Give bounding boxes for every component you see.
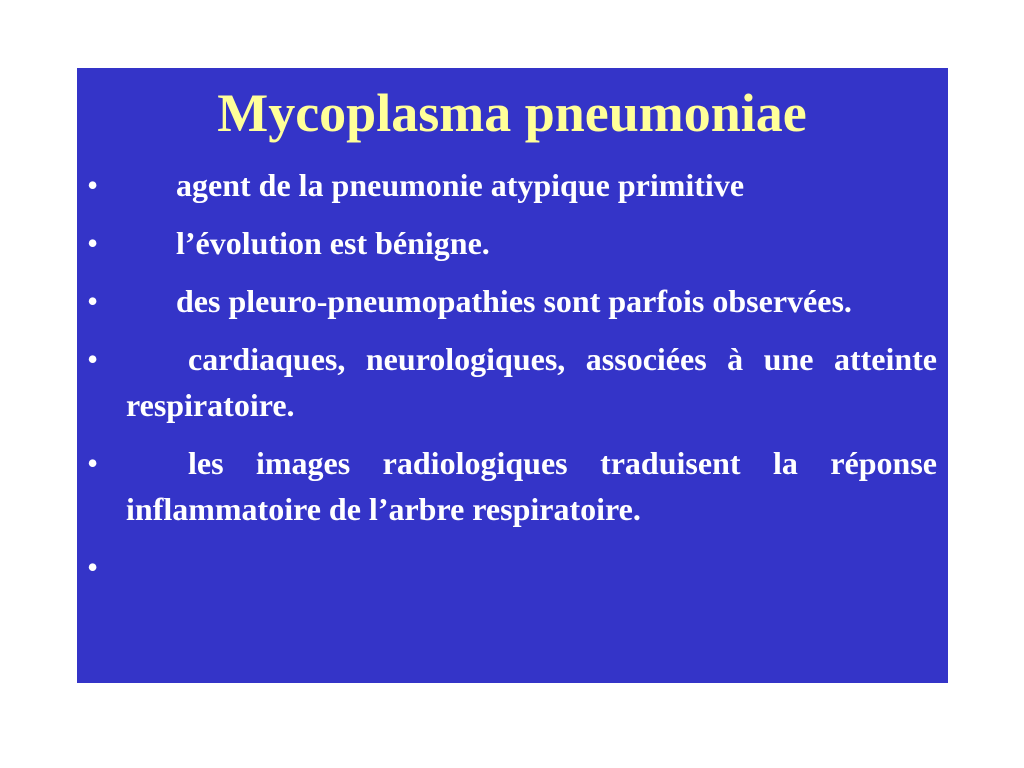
bullet-item (87, 336, 937, 428)
slide-title: Mycoplasma pneumoniae (217, 83, 807, 143)
bullet-icon: • (87, 283, 99, 319)
bullet-icon: • (87, 225, 99, 261)
bullet-item-empty (87, 544, 937, 590)
bullet-text: l’évolution est bénigne. (176, 225, 490, 261)
bullet-icon: • (87, 167, 99, 203)
bullet-text: les images radiologiques traduisent la réponse inflammatoire de l’arbre respiratoire. (126, 445, 937, 527)
bullet-icon: • (87, 445, 99, 481)
bullet-icon: • (87, 549, 99, 585)
bullet-icon: • (87, 341, 99, 377)
bullet-item (87, 278, 937, 324)
bullet-text: agent de la pneumonie atypique primitive (176, 167, 745, 203)
bullet-text: cardiaques, neurologiques, associées à une atteinte respiratoire. (126, 341, 937, 423)
bullet-list (87, 162, 937, 602)
bullet-item (87, 220, 937, 266)
bullet-item (87, 440, 937, 532)
bullet-item (87, 162, 937, 208)
bullet-text: des pleuro-pneumopathies sont parfois observées. (176, 283, 852, 319)
